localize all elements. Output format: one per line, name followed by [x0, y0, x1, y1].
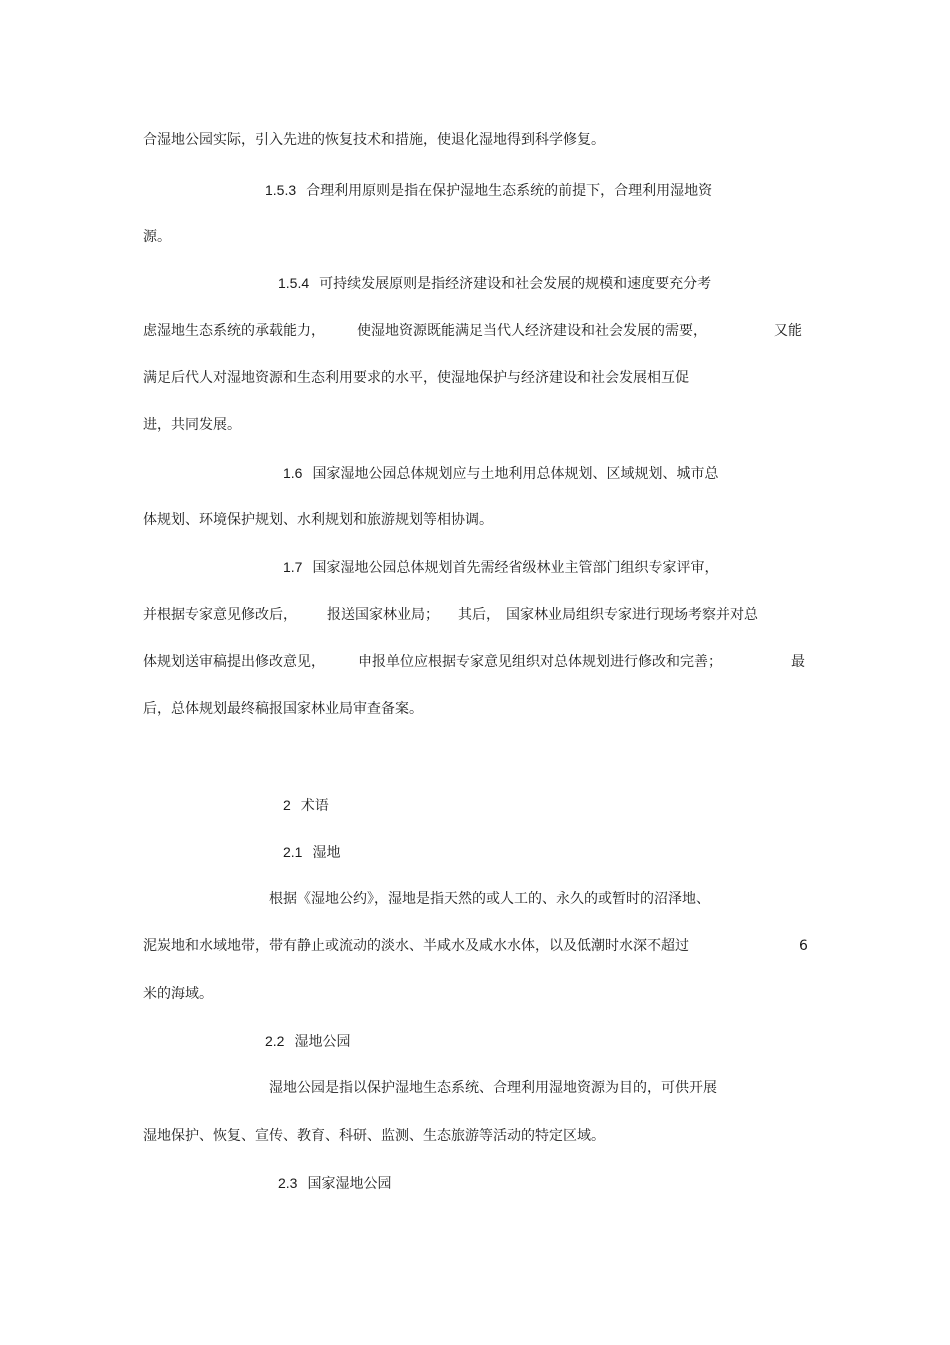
clause-1-5-3: [265, 181, 712, 200]
section-heading-2-3: [278, 1174, 391, 1193]
paragraph-line: [143, 228, 171, 246]
text: 体规划送审稿提出修改意见，: [143, 654, 325, 670]
section-number: 2.3: [278, 1175, 298, 1191]
paragraph-line: [269, 1079, 717, 1097]
text: 合理利用原则是指在保护湿地生态系统的前提下，合理利用湿地资: [306, 183, 713, 199]
text: 合湿地公园实际，引入先进的恢复技术和措施，使退化湿地得到科学修复。: [143, 132, 605, 148]
paragraph-line: [269, 890, 710, 908]
section-number: 2: [283, 797, 291, 813]
text: 湿地保护、恢复、宣传、教育、科研、监测、生态旅游等活动的特定区域。: [143, 1128, 605, 1144]
section-title: 国家湿地公园: [307, 1176, 392, 1192]
text: 报送国家林业局；: [327, 607, 439, 623]
text: 国家湿地公园总体规划应与土地利用总体规划、区域规划、城市总: [312, 466, 719, 482]
section-title: 湿地公园: [294, 1034, 351, 1050]
text: 泥炭地和水域地带，带有静止或流动的淡水、半咸水及咸水水体，以及低潮时水深不超过: [143, 938, 689, 954]
text: 米的海域。: [143, 986, 213, 1002]
paragraph-line: [357, 322, 707, 340]
section-title: 湿地: [312, 845, 341, 861]
text: 并根据专家意见修改后，: [143, 607, 297, 623]
text: 满足后代人对湿地资源和生态利用要求的水平，使湿地保护与经济建设和社会发展相互促: [143, 370, 689, 386]
paragraph-line: [143, 1127, 605, 1145]
clause-number: 1.6: [283, 465, 303, 481]
paragraph-line: [799, 937, 808, 955]
paragraph-line: [791, 653, 805, 671]
text: 又能: [774, 323, 802, 339]
paragraph-line: [143, 700, 423, 718]
paragraph-line: [143, 416, 241, 434]
paragraph-line: [143, 606, 297, 624]
text: 源。: [143, 229, 171, 245]
text: 体规划、环境保护规划、水利规划和旅游规划等相协调。: [143, 512, 493, 528]
paragraph-line: [143, 511, 493, 529]
section-number: 2.1: [283, 844, 303, 860]
section-title: 术语: [300, 798, 329, 814]
text: 国家林业局组织专家进行现场考察并对总: [506, 607, 758, 623]
clause-1-6: [283, 464, 718, 483]
text: 6: [799, 938, 808, 954]
text: 申报单位应根据专家意见组织对总体规划进行修改和完善；: [358, 654, 722, 670]
text: 虑湿地生态系统的承载能力，: [143, 323, 325, 339]
paragraph-line: [143, 322, 325, 340]
clause-1-5-4: [278, 274, 711, 293]
paragraph-line: [143, 985, 213, 1003]
paragraph-line: [774, 322, 802, 340]
paragraph-line: [458, 606, 500, 624]
paragraph-line: [143, 653, 325, 671]
text: 后，总体规划最终稿报国家林业局审查备案。: [143, 701, 423, 717]
text: 最: [791, 654, 805, 670]
text: 进，共同发展。: [143, 417, 241, 433]
clause-number: 1.5.3: [265, 182, 297, 198]
paragraph-line: [143, 937, 689, 955]
clause-number: 1.5.4: [278, 275, 310, 291]
paragraph-line: [143, 369, 689, 387]
section-heading-2: [283, 796, 329, 815]
paragraph-line: [143, 131, 605, 149]
text: 使湿地资源既能满足当代人经济建设和社会发展的需要，: [357, 323, 707, 339]
section-heading-2-1: [283, 843, 340, 862]
text: 根据《湿地公约》，湿地是指天然的或人工的、永久的或暂时的沼泽地、: [269, 891, 710, 907]
section-number: 2.2: [265, 1033, 285, 1049]
text: 其后，: [458, 607, 500, 623]
clause-number: 1.7: [283, 559, 303, 575]
clause-1-7: [283, 558, 718, 577]
text: 可持续发展原则是指经济建设和社会发展的规模和速度要充分考: [319, 276, 712, 292]
paragraph-line: [506, 606, 758, 624]
section-heading-2-2: [265, 1032, 350, 1051]
text: 湿地公园是指以保护湿地生态系统、合理利用湿地资源为目的，可供开展: [269, 1080, 717, 1096]
paragraph-line: [358, 653, 722, 671]
paragraph-line: [327, 606, 439, 624]
text: 国家湿地公园总体规划首先需经省级林业主管部门组织专家评审，: [312, 560, 719, 576]
